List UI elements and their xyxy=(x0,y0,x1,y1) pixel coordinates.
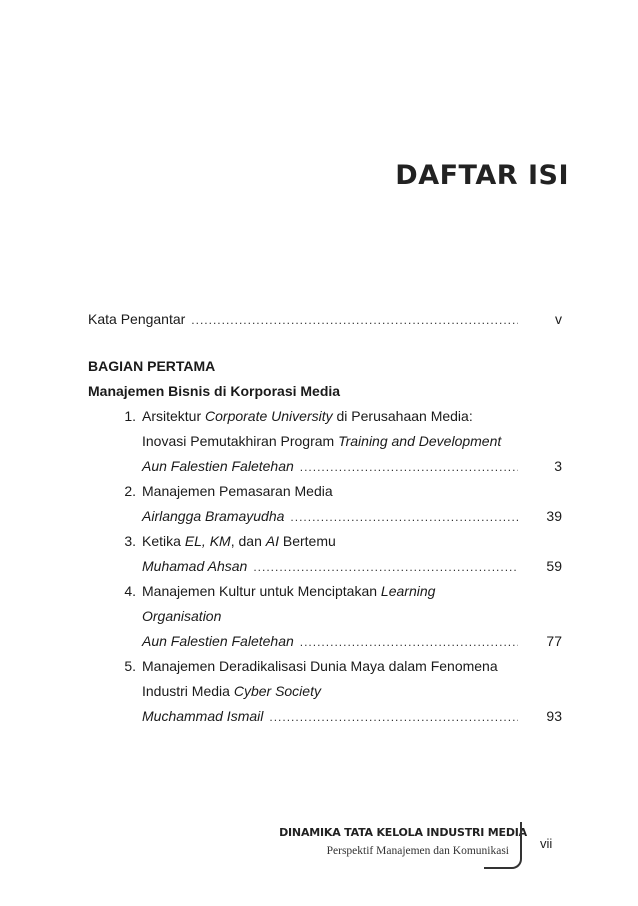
toc-entry-3-title[interactable]: 3. Ketika EL, KM, dan AI Bertemu xyxy=(88,529,562,554)
entry-number: 5. xyxy=(124,658,136,674)
toc-entry-4-title[interactable]: 4. Manajemen Kultur untuk Menciptakan Learning xyxy=(88,579,562,604)
toc-page-number: 59 xyxy=(546,558,562,574)
page-number: vii xyxy=(540,836,553,851)
toc-entry-1-title-cont: Inovasi Pemutakhiran Program Training and Development xyxy=(142,433,502,449)
entry-number: 1. xyxy=(124,408,136,424)
toc-page-number: v xyxy=(555,311,562,327)
toc-entry-1-title[interactable]: 1. Arsitektur Corporate University di Perusahaan Media: xyxy=(88,404,562,429)
toc-entry-3-author-line[interactable] xyxy=(88,554,562,579)
table-of-contents xyxy=(88,307,562,729)
part-heading: BAGIAN PERTAMA xyxy=(88,358,216,374)
dot-leader xyxy=(191,308,518,333)
part-subtitle: Manajemen Bisnis di Korporasi Media xyxy=(88,383,341,399)
toc-page-number: 3 xyxy=(554,458,562,474)
entry-number: 4. xyxy=(124,583,136,599)
toc-entry-4-title-cont: Organisation xyxy=(142,608,222,624)
toc-page-number: 39 xyxy=(546,508,562,524)
entry-number: 2. xyxy=(124,483,136,499)
toc-entry-5-author-line[interactable] xyxy=(88,704,562,729)
toc-entry-5-title[interactable]: 5. Manajemen Deradikalisasi Dunia Maya dalam Fenomena xyxy=(88,654,562,679)
toc-entry-label: Kata Pengantar xyxy=(88,311,186,327)
entry-author: Muchammad Ismail xyxy=(142,708,264,724)
toc-entry-4-author-line[interactable] xyxy=(88,629,562,654)
toc-entry-kata-pengantar[interactable] xyxy=(88,307,562,332)
entry-author: Aun Falestien Faletehan xyxy=(142,458,294,474)
toc-entry-5-title-cont: Industri Media Cyber Society xyxy=(142,683,321,699)
toc-entry-1-author-line[interactable] xyxy=(88,454,562,479)
toc-entry-2-title[interactable]: 2. Manajemen Pemasaran Media xyxy=(88,479,562,504)
page-title: DAFTAR ISI xyxy=(395,160,569,191)
dot-leader xyxy=(290,505,518,530)
entry-author: Muhamad Ahsan xyxy=(142,558,248,574)
toc-entry-2-author-line[interactable] xyxy=(88,504,562,529)
toc-page-number: 77 xyxy=(546,633,562,649)
entry-author: Aun Falestien Faletehan xyxy=(142,633,294,649)
footer-book-title: DINAMIKA TATA KELOLA INDUSTRI MEDIA xyxy=(279,826,527,839)
footer-subtitle: Perspektif Manajemen dan Komunikasi xyxy=(326,845,509,857)
dot-leader xyxy=(253,555,518,580)
footer-bracket-decoration xyxy=(484,822,522,869)
dot-leader xyxy=(300,455,518,480)
dot-leader xyxy=(269,705,518,730)
toc-page-number: 93 xyxy=(546,708,562,724)
dot-leader xyxy=(300,630,518,655)
entry-author: Airlangga Bramayudha xyxy=(142,508,285,524)
entry-number: 3. xyxy=(124,533,136,549)
